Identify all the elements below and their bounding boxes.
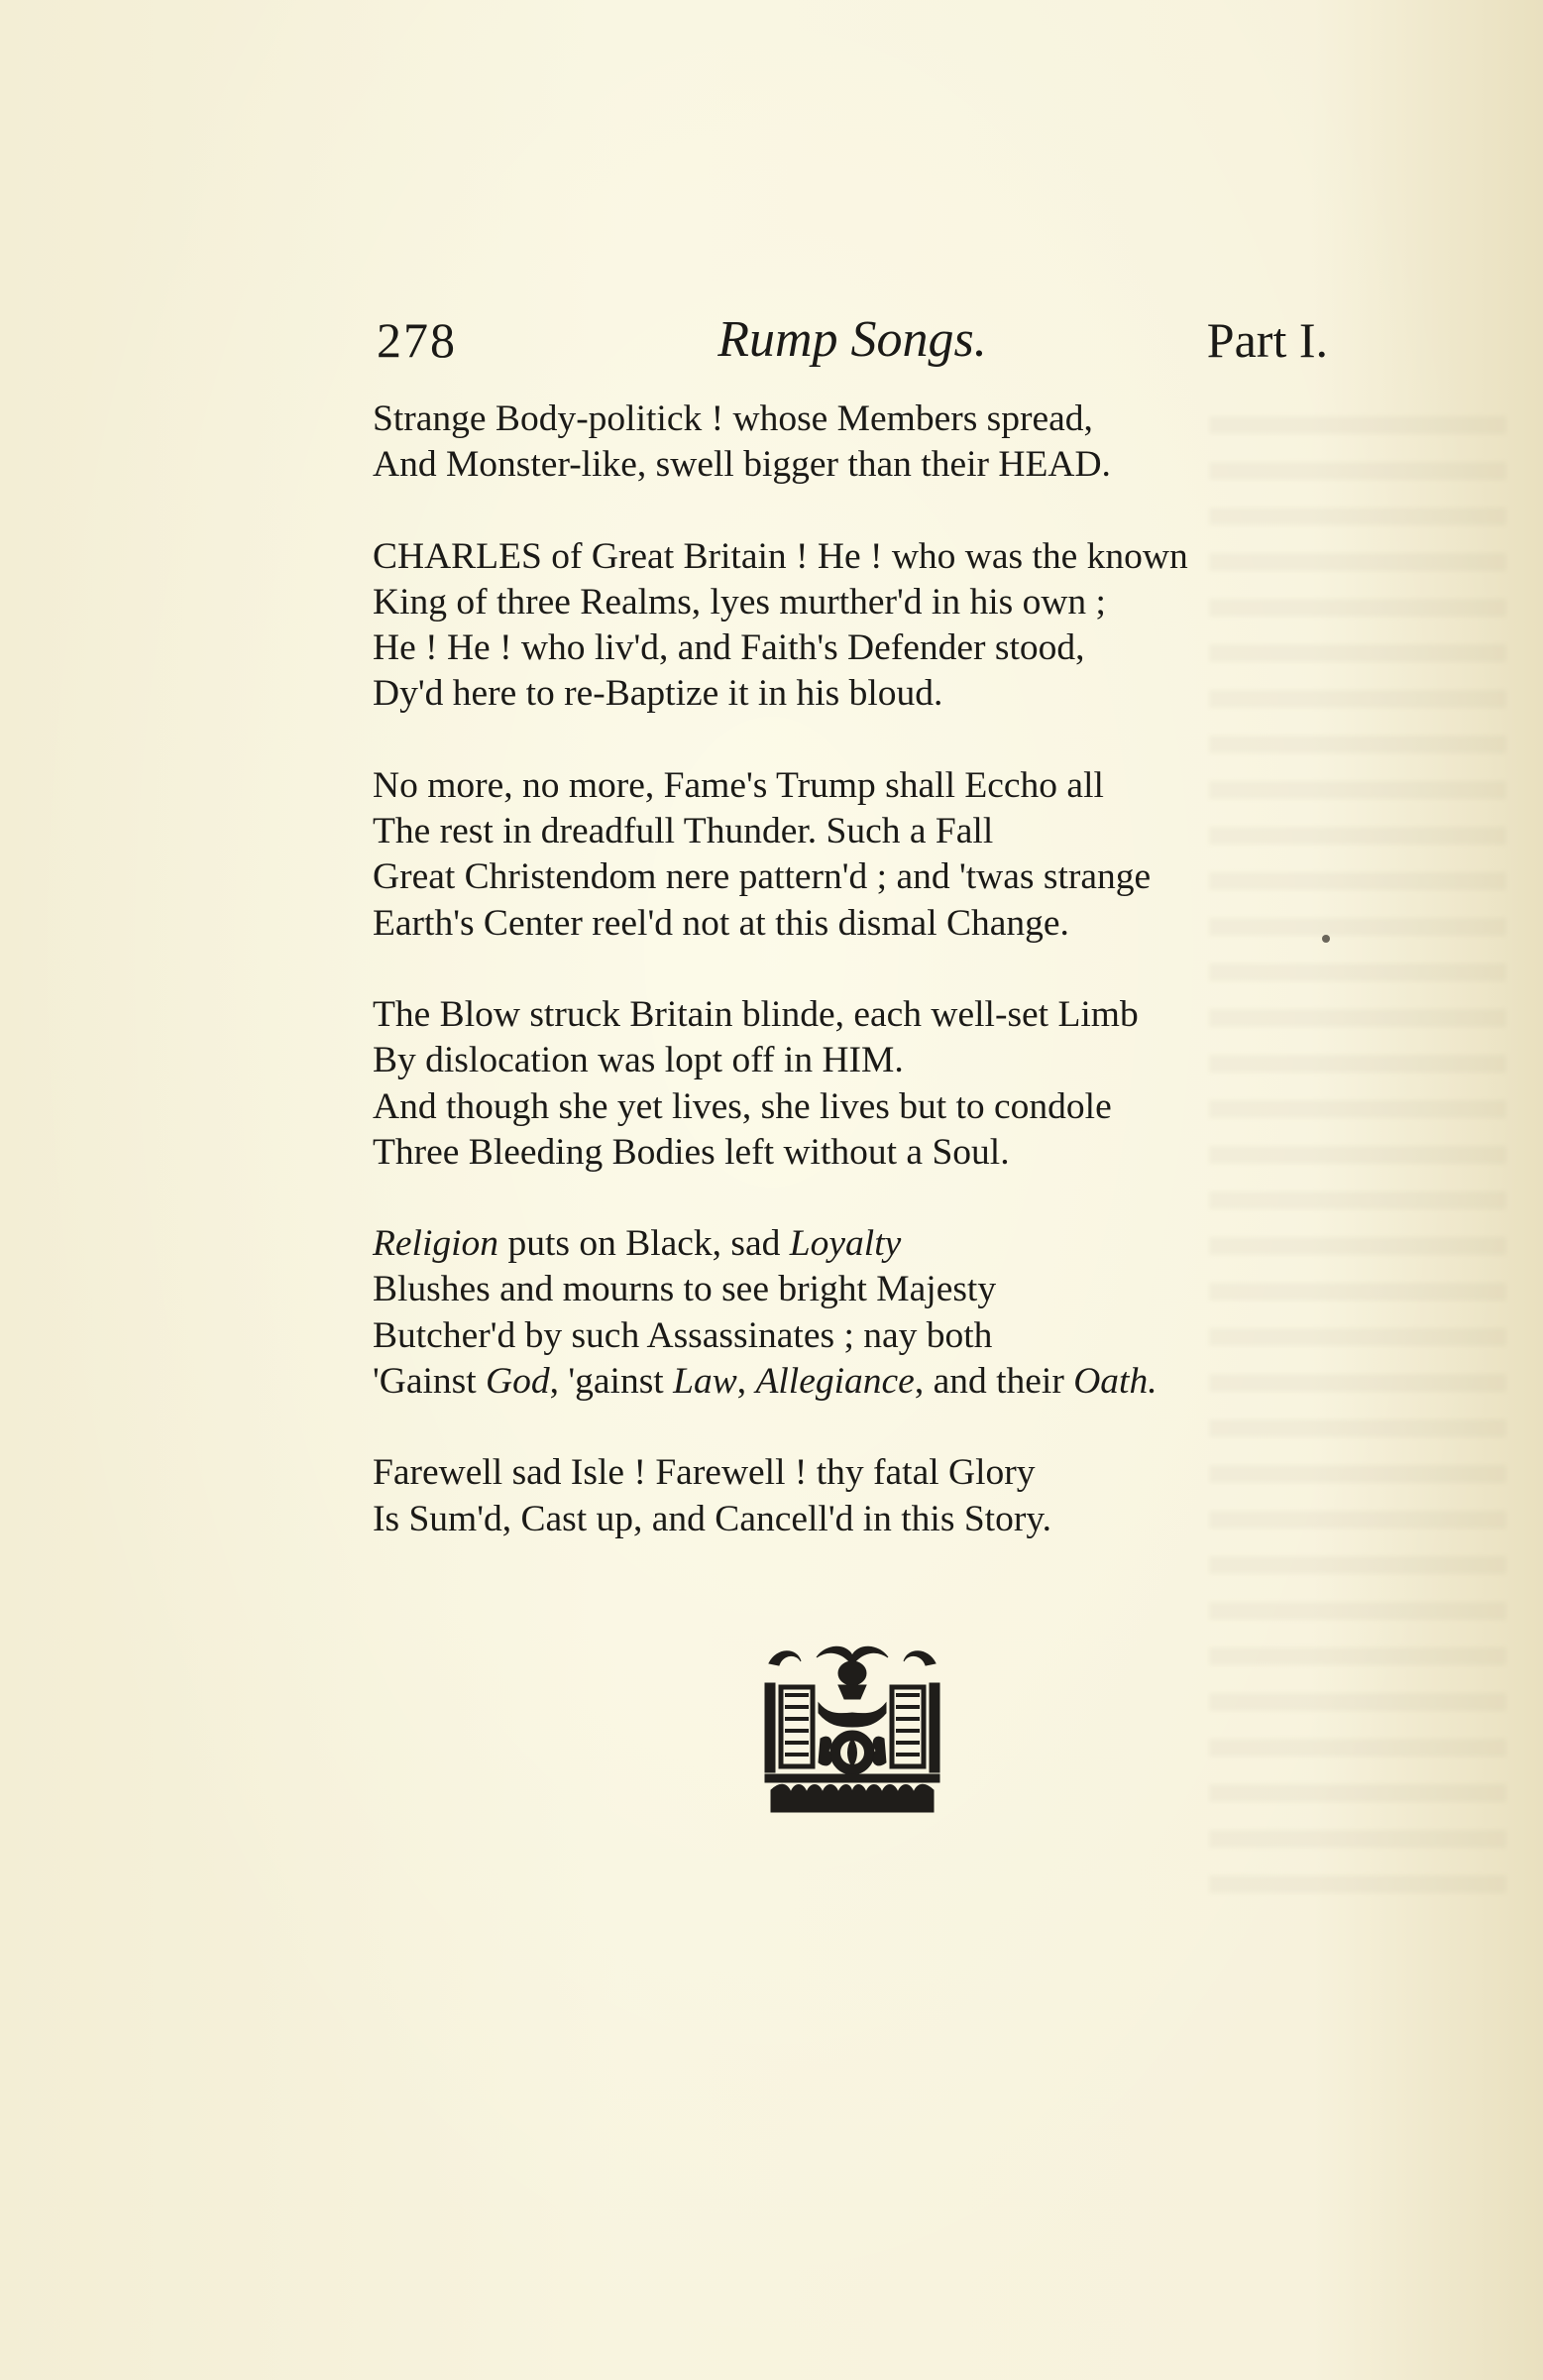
verse-line: King of three Realms, lyes murther'd in his own ; (373, 581, 1106, 623)
italic-word-religion: Religion (373, 1223, 499, 1265)
verse-line: No more, no more, Fame's Trump shall Eccho all (373, 764, 1104, 806)
verse-line: He ! He ! who liv'd, and Faith's Defender stood, (373, 627, 1085, 669)
stanza (373, 1450, 1344, 1542)
verse-line (373, 1359, 1344, 1405)
verse-line: Three Bleeding Bodies left without a Soul. (373, 1131, 1010, 1173)
verse-text: , and their (914, 1361, 1074, 1403)
italic-word-god: God (486, 1361, 550, 1403)
verse-line: Farewell sad Isle ! Farewell ! thy fatal Glory (373, 1452, 1036, 1494)
verse-text: 'Gainst (373, 1361, 487, 1403)
tailpiece-ornament-icon (757, 1643, 947, 1818)
verse-line: Butcher'd by such Assassinates ; nay both (373, 1314, 993, 1356)
verse-text: puts on Black, sad (498, 1223, 790, 1265)
verse-line: Is Sum'd, Cast up, and Cancell'd in this Story. (373, 1498, 1052, 1539)
verse-line: The rest in dreadfull Thunder. Such a Fall (373, 811, 994, 852)
verse-line: Blushes and mourns to see bright Majesty (373, 1269, 997, 1310)
italic-word-oath: Oath. (1073, 1361, 1157, 1403)
verse-line: And Monster-like, swell bigger than their HEAD. (373, 444, 1111, 486)
verse-line: Great Christendom nere pattern'd ; and 'twas strange (373, 856, 1152, 898)
page-number: 278 (377, 312, 457, 368)
stanza (373, 1221, 1344, 1405)
italic-word-law: Law (673, 1361, 737, 1403)
running-title: Rump Songs. (717, 311, 987, 368)
verse-line: And though she yet lives, she lives but to condole (373, 1085, 1112, 1127)
verse-line: Earth's Center reel'd not at this dismal Change. (373, 902, 1069, 944)
verse-line: Strange Body-politick ! whose Members spread, (373, 398, 1093, 439)
verse-line (373, 1221, 1344, 1267)
verse-line: By dislocation was lopt off in HIM. (373, 1040, 904, 1081)
stanza (373, 397, 1344, 489)
verse-text: , (736, 1361, 756, 1403)
running-header (377, 305, 1328, 375)
stanza (373, 534, 1344, 718)
stanza (373, 992, 1344, 1176)
italic-word-allegiance: Allegiance (755, 1361, 915, 1403)
verse-line: Dy'd here to re-Baptize it in his bloud. (373, 673, 943, 715)
paper-speck (1322, 935, 1330, 943)
verse-line: The Blow struck Britain blinde, each well-set Limb (373, 993, 1139, 1035)
part-label: Part I. (1206, 312, 1328, 368)
verse-line: CHARLES of Great Britain ! He ! who was the known (373, 535, 1188, 577)
stanza (373, 763, 1344, 947)
verse-text: , 'gainst (549, 1361, 674, 1403)
italic-word-loyalty: Loyalty (789, 1223, 902, 1265)
poem-body (373, 397, 1344, 1588)
